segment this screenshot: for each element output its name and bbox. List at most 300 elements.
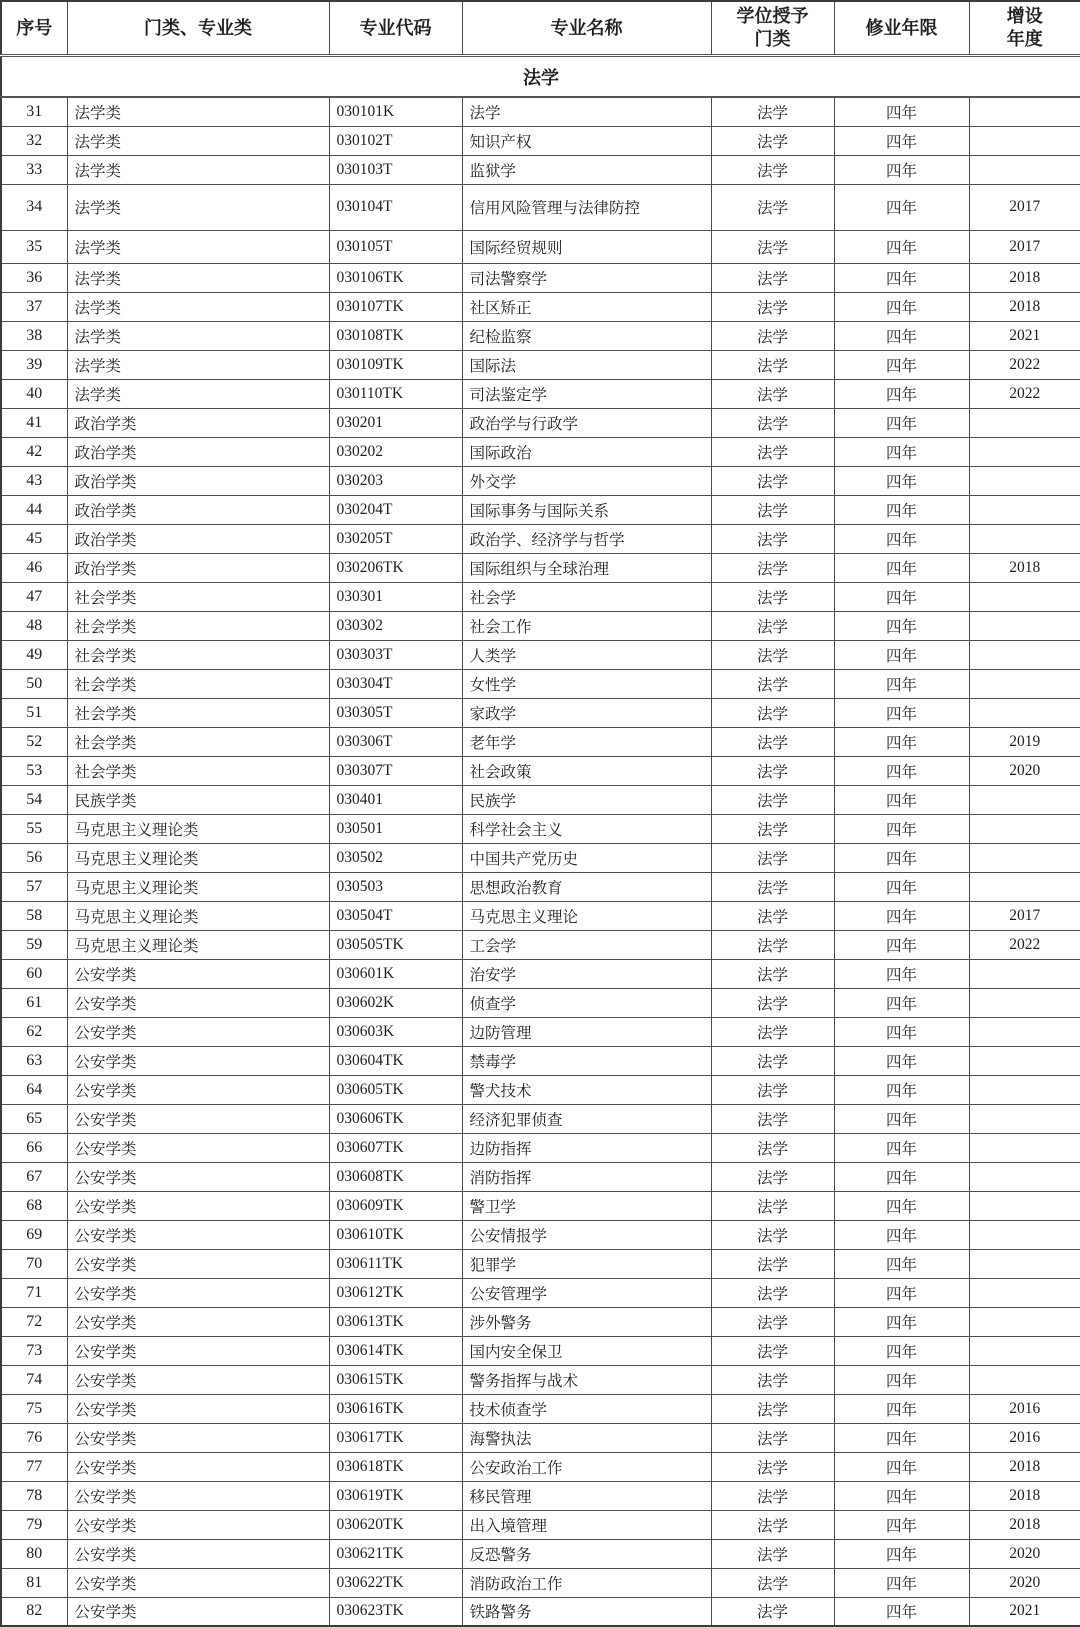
cell-study-years: 四年 (834, 437, 969, 466)
cell-category: 法学类 (67, 292, 329, 321)
cell-year-added (969, 466, 1080, 495)
table-row (1, 1104, 1080, 1133)
cell-no: 55 (1, 814, 67, 843)
cell-year-added: 2017 (969, 230, 1080, 263)
cell-code: 030610TK (329, 1220, 462, 1249)
cell-category: 公安学类 (67, 1307, 329, 1336)
cell-study-years: 四年 (834, 1104, 969, 1133)
cell-category: 民族学类 (67, 785, 329, 814)
cell-name: 法学 (462, 97, 711, 126)
cell-study-years: 四年 (834, 1307, 969, 1336)
cell-year-added (969, 843, 1080, 872)
cell-code: 030302 (329, 611, 462, 640)
cell-degree-category: 法学 (711, 1336, 834, 1365)
cell-no: 70 (1, 1249, 67, 1278)
cell-degree-category: 法学 (711, 1423, 834, 1452)
cell-code: 030306T (329, 727, 462, 756)
cell-year-added (969, 1278, 1080, 1307)
cell-study-years: 四年 (834, 292, 969, 321)
cell-code: 030201 (329, 408, 462, 437)
cell-year-added (969, 1365, 1080, 1394)
cell-code: 030501 (329, 814, 462, 843)
cell-no: 79 (1, 1510, 67, 1539)
cell-category: 公安学类 (67, 1075, 329, 1104)
cell-name: 老年学 (462, 727, 711, 756)
cell-study-years: 四年 (834, 611, 969, 640)
cell-degree-category: 法学 (711, 321, 834, 350)
cell-category: 政治学类 (67, 437, 329, 466)
cell-degree-category: 法学 (711, 1568, 834, 1597)
cell-name: 工会学 (462, 930, 711, 959)
cell-degree-category: 法学 (711, 379, 834, 408)
cell-study-years: 四年 (834, 1597, 969, 1626)
cell-no: 57 (1, 872, 67, 901)
cell-no: 38 (1, 321, 67, 350)
cell-year-added: 2018 (969, 1481, 1080, 1510)
cell-degree-category: 法学 (711, 1104, 834, 1133)
cell-degree-category: 法学 (711, 1075, 834, 1104)
cell-code: 030623TK (329, 1597, 462, 1626)
cell-category: 社会学类 (67, 611, 329, 640)
cell-category: 公安学类 (67, 1568, 329, 1597)
cell-code: 030205T (329, 524, 462, 553)
cell-year-added: 2022 (969, 930, 1080, 959)
cell-year-added (969, 126, 1080, 155)
cell-year-added: 2018 (969, 553, 1080, 582)
cell-year-added: 2019 (969, 727, 1080, 756)
cell-name: 犯罪学 (462, 1249, 711, 1278)
cell-degree-category: 法学 (711, 230, 834, 263)
col-header-category: 门类、专业类 (67, 1, 329, 56)
table-row (1, 1046, 1080, 1075)
cell-code: 030602K (329, 988, 462, 1017)
table-row (1, 553, 1080, 582)
cell-no: 36 (1, 263, 67, 292)
cell-category: 法学类 (67, 230, 329, 263)
cell-degree-category: 法学 (711, 1481, 834, 1510)
cell-degree-category: 法学 (711, 495, 834, 524)
cell-code: 030206TK (329, 553, 462, 582)
cell-name: 社会工作 (462, 611, 711, 640)
cell-study-years: 四年 (834, 379, 969, 408)
cell-name: 知识产权 (462, 126, 711, 155)
cell-name: 反恐警务 (462, 1539, 711, 1568)
cell-no: 80 (1, 1539, 67, 1568)
table-row (1, 437, 1080, 466)
cell-degree-category: 法学 (711, 901, 834, 930)
cell-code: 030604TK (329, 1046, 462, 1075)
cell-degree-category: 法学 (711, 1539, 834, 1568)
table-row (1, 872, 1080, 901)
cell-year-added: 2017 (969, 901, 1080, 930)
cell-name: 边防指挥 (462, 1133, 711, 1162)
table-row (1, 524, 1080, 553)
cell-degree-category: 法学 (711, 1278, 834, 1307)
cell-year-added: 2021 (969, 321, 1080, 350)
cell-category: 社会学类 (67, 640, 329, 669)
cell-year-added (969, 408, 1080, 437)
cell-degree-category: 法学 (711, 814, 834, 843)
cell-degree-category: 法学 (711, 1017, 834, 1046)
cell-no: 60 (1, 959, 67, 988)
col-header-degree-category-label: 学位授予门类 (736, 5, 809, 49)
cell-year-added (969, 1017, 1080, 1046)
cell-category: 公安学类 (67, 1191, 329, 1220)
table-row (1, 230, 1080, 263)
cell-no: 39 (1, 350, 67, 379)
table-row (1, 959, 1080, 988)
cell-study-years: 四年 (834, 1510, 969, 1539)
cell-no: 48 (1, 611, 67, 640)
cell-year-added (969, 988, 1080, 1017)
table-row (1, 1336, 1080, 1365)
cell-no: 37 (1, 292, 67, 321)
cell-year-added: 2018 (969, 1510, 1080, 1539)
cell-name: 消防政治工作 (462, 1568, 711, 1597)
cell-study-years: 四年 (834, 1423, 969, 1452)
cell-study-years: 四年 (834, 1162, 969, 1191)
cell-degree-category: 法学 (711, 872, 834, 901)
cell-name: 民族学 (462, 785, 711, 814)
cell-year-added (969, 1220, 1080, 1249)
cell-category: 公安学类 (67, 988, 329, 1017)
cell-name: 家政学 (462, 698, 711, 727)
cell-name: 国际经贸规则 (462, 230, 711, 263)
cell-degree-category: 法学 (711, 350, 834, 379)
cell-name: 警务指挥与战术 (462, 1365, 711, 1394)
cell-no: 69 (1, 1220, 67, 1249)
cell-name: 边防管理 (462, 1017, 711, 1046)
cell-name: 技术侦查学 (462, 1394, 711, 1423)
cell-study-years: 四年 (834, 1452, 969, 1481)
cell-year-added (969, 959, 1080, 988)
cell-year-added: 2016 (969, 1423, 1080, 1452)
cell-category: 社会学类 (67, 756, 329, 785)
cell-name: 出入境管理 (462, 1510, 711, 1539)
cell-code: 030303T (329, 640, 462, 669)
table-row (1, 1220, 1080, 1249)
cell-study-years: 四年 (834, 669, 969, 698)
table-row (1, 640, 1080, 669)
cell-name: 中国共产党历史 (462, 843, 711, 872)
cell-name: 涉外警务 (462, 1307, 711, 1336)
cell-study-years: 四年 (834, 988, 969, 1017)
cell-no: 43 (1, 466, 67, 495)
cell-degree-category: 法学 (711, 292, 834, 321)
cell-year-added (969, 1075, 1080, 1104)
cell-study-years: 四年 (834, 1481, 969, 1510)
table-row (1, 1162, 1080, 1191)
cell-no: 65 (1, 1104, 67, 1133)
table-row (1, 321, 1080, 350)
cell-category: 政治学类 (67, 524, 329, 553)
cell-study-years: 四年 (834, 959, 969, 988)
cell-study-years: 四年 (834, 230, 969, 263)
cell-no: 78 (1, 1481, 67, 1510)
cell-degree-category: 法学 (711, 1510, 834, 1539)
cell-category: 政治学类 (67, 553, 329, 582)
cell-year-added: 2018 (969, 292, 1080, 321)
cell-no: 44 (1, 495, 67, 524)
col-header-year-added-label: 增设年度 (1006, 5, 1043, 49)
cell-code: 030617TK (329, 1423, 462, 1452)
cell-no: 52 (1, 727, 67, 756)
cell-year-added (969, 1249, 1080, 1278)
cell-year-added (969, 611, 1080, 640)
table-row (1, 1394, 1080, 1423)
cell-code: 030304T (329, 669, 462, 698)
cell-year-added (969, 814, 1080, 843)
cell-category: 社会学类 (67, 669, 329, 698)
cell-year-added (969, 1191, 1080, 1220)
cell-study-years: 四年 (834, 126, 969, 155)
cell-code: 030612TK (329, 1278, 462, 1307)
cell-category: 法学类 (67, 97, 329, 126)
cell-degree-category: 法学 (711, 184, 834, 230)
cell-study-years: 四年 (834, 155, 969, 184)
cell-year-added (969, 1336, 1080, 1365)
cell-no: 73 (1, 1336, 67, 1365)
table-row (1, 1423, 1080, 1452)
cell-degree-category: 法学 (711, 988, 834, 1017)
cell-study-years: 四年 (834, 640, 969, 669)
cell-code: 030621TK (329, 1539, 462, 1568)
cell-degree-category: 法学 (711, 930, 834, 959)
cell-category: 公安学类 (67, 1394, 329, 1423)
cell-category: 社会学类 (67, 727, 329, 756)
cell-name: 社区矫正 (462, 292, 711, 321)
cell-category: 公安学类 (67, 1481, 329, 1510)
cell-code: 030603K (329, 1017, 462, 1046)
cell-no: 33 (1, 155, 67, 184)
cell-code: 030107TK (329, 292, 462, 321)
table-row (1, 97, 1080, 126)
cell-degree-category: 法学 (711, 756, 834, 785)
cell-no: 56 (1, 843, 67, 872)
cell-name: 监狱学 (462, 155, 711, 184)
table-row (1, 930, 1080, 959)
cell-year-added (969, 1162, 1080, 1191)
cell-no: 32 (1, 126, 67, 155)
cell-code: 030622TK (329, 1568, 462, 1597)
cell-degree-category: 法学 (711, 669, 834, 698)
cell-category: 法学类 (67, 321, 329, 350)
cell-category: 公安学类 (67, 1046, 329, 1075)
cell-name: 马克思主义理论 (462, 901, 711, 930)
cell-code: 030601K (329, 959, 462, 988)
cell-year-added (969, 698, 1080, 727)
cell-no: 41 (1, 408, 67, 437)
cell-year-added (969, 1104, 1080, 1133)
table-row (1, 1568, 1080, 1597)
cell-code: 030616TK (329, 1394, 462, 1423)
table-row (1, 843, 1080, 872)
cell-no: 58 (1, 901, 67, 930)
cell-name: 国际组织与全球治理 (462, 553, 711, 582)
cell-no: 72 (1, 1307, 67, 1336)
cell-no: 50 (1, 669, 67, 698)
table-row (1, 698, 1080, 727)
cell-no: 67 (1, 1162, 67, 1191)
cell-study-years: 四年 (834, 408, 969, 437)
cell-study-years: 四年 (834, 553, 969, 582)
cell-year-added: 2016 (969, 1394, 1080, 1423)
cell-name: 警卫学 (462, 1191, 711, 1220)
table-row (1, 350, 1080, 379)
cell-no: 51 (1, 698, 67, 727)
cell-name: 公安管理学 (462, 1278, 711, 1307)
table-row (1, 495, 1080, 524)
table-row (1, 785, 1080, 814)
cell-degree-category: 法学 (711, 97, 834, 126)
cell-category: 公安学类 (67, 1539, 329, 1568)
cell-no: 35 (1, 230, 67, 263)
cell-year-added (969, 1046, 1080, 1075)
cell-code: 030618TK (329, 1452, 462, 1481)
col-header-study-years: 修业年限 (834, 1, 969, 56)
col-header-year-added (969, 1, 1080, 56)
cell-category: 公安学类 (67, 1423, 329, 1452)
table-row (1, 1597, 1080, 1626)
cell-name: 司法鉴定学 (462, 379, 711, 408)
cell-category: 公安学类 (67, 1104, 329, 1133)
cell-degree-category: 法学 (711, 640, 834, 669)
cell-code: 030606TK (329, 1104, 462, 1133)
table-row (1, 184, 1080, 230)
cell-study-years: 四年 (834, 1017, 969, 1046)
cell-year-added (969, 155, 1080, 184)
cell-category: 公安学类 (67, 1452, 329, 1481)
cell-year-added (969, 669, 1080, 698)
cell-year-added (969, 437, 1080, 466)
cell-study-years: 四年 (834, 1568, 969, 1597)
cell-name: 科学社会主义 (462, 814, 711, 843)
cell-year-added (969, 524, 1080, 553)
table-row (1, 1539, 1080, 1568)
table-row (1, 1278, 1080, 1307)
cell-category: 公安学类 (67, 1133, 329, 1162)
cell-degree-category: 法学 (711, 611, 834, 640)
cell-category: 法学类 (67, 126, 329, 155)
cell-no: 45 (1, 524, 67, 553)
cell-study-years: 四年 (834, 901, 969, 930)
table-row (1, 727, 1080, 756)
cell-degree-category: 法学 (711, 1191, 834, 1220)
cell-code: 030110TK (329, 379, 462, 408)
cell-no: 54 (1, 785, 67, 814)
cell-code: 030202 (329, 437, 462, 466)
cell-category: 法学类 (67, 184, 329, 230)
cell-code: 030102T (329, 126, 462, 155)
cell-study-years: 四年 (834, 1249, 969, 1278)
cell-code: 030505TK (329, 930, 462, 959)
table-row (1, 408, 1080, 437)
cell-study-years: 四年 (834, 1075, 969, 1104)
cell-category: 政治学类 (67, 495, 329, 524)
cell-name: 政治学、经济学与哲学 (462, 524, 711, 553)
cell-code: 030503 (329, 872, 462, 901)
table-row (1, 292, 1080, 321)
cell-category: 政治学类 (67, 408, 329, 437)
cell-study-years: 四年 (834, 1336, 969, 1365)
cell-category: 公安学类 (67, 1597, 329, 1626)
cell-category: 马克思主义理论类 (67, 930, 329, 959)
cell-study-years: 四年 (834, 582, 969, 611)
cell-degree-category: 法学 (711, 1307, 834, 1336)
cell-year-added (969, 97, 1080, 126)
cell-study-years: 四年 (834, 184, 969, 230)
cell-year-added (969, 495, 1080, 524)
cell-year-added (969, 785, 1080, 814)
cell-study-years: 四年 (834, 1278, 969, 1307)
cell-year-added: 2018 (969, 1452, 1080, 1481)
table-row (1, 1307, 1080, 1336)
cell-no: 82 (1, 1597, 67, 1626)
cell-code: 030615TK (329, 1365, 462, 1394)
cell-code: 030620TK (329, 1510, 462, 1539)
cell-no: 74 (1, 1365, 67, 1394)
cell-year-added: 2021 (969, 1597, 1080, 1626)
cell-name: 警犬技术 (462, 1075, 711, 1104)
cell-code: 030305T (329, 698, 462, 727)
cell-category: 公安学类 (67, 959, 329, 988)
cell-study-years: 四年 (834, 727, 969, 756)
cell-name: 公安政治工作 (462, 1452, 711, 1481)
cell-year-added (969, 640, 1080, 669)
cell-study-years: 四年 (834, 785, 969, 814)
cell-no: 53 (1, 756, 67, 785)
cell-no: 49 (1, 640, 67, 669)
col-header-no: 序号 (1, 1, 67, 56)
cell-degree-category: 法学 (711, 126, 834, 155)
table-row (1, 1191, 1080, 1220)
cell-category: 法学类 (67, 155, 329, 184)
table-row (1, 1017, 1080, 1046)
col-header-name: 专业名称 (462, 1, 711, 56)
cell-name: 人类学 (462, 640, 711, 669)
cell-code: 030619TK (329, 1481, 462, 1510)
cell-code: 030109TK (329, 350, 462, 379)
table-row (1, 263, 1080, 292)
cell-study-years: 四年 (834, 698, 969, 727)
cell-study-years: 四年 (834, 1365, 969, 1394)
table-row (1, 814, 1080, 843)
cell-degree-category: 法学 (711, 1394, 834, 1423)
cell-year-added: 2020 (969, 1568, 1080, 1597)
cell-degree-category: 法学 (711, 1220, 834, 1249)
cell-category: 马克思主义理论类 (67, 872, 329, 901)
cell-code: 030608TK (329, 1162, 462, 1191)
cell-study-years: 四年 (834, 1220, 969, 1249)
cell-study-years: 四年 (834, 1046, 969, 1075)
table-row (1, 611, 1080, 640)
cell-no: 34 (1, 184, 67, 230)
cell-study-years: 四年 (834, 1133, 969, 1162)
cell-study-years: 四年 (834, 350, 969, 379)
cell-no: 77 (1, 1452, 67, 1481)
cell-no: 42 (1, 437, 67, 466)
cell-degree-category: 法学 (711, 524, 834, 553)
cell-study-years: 四年 (834, 466, 969, 495)
cell-code: 030607TK (329, 1133, 462, 1162)
col-header-degree-category (711, 1, 834, 56)
cell-code: 030104T (329, 184, 462, 230)
cell-code: 030614TK (329, 1336, 462, 1365)
cell-degree-category: 法学 (711, 553, 834, 582)
cell-category: 公安学类 (67, 1365, 329, 1394)
cell-category: 法学类 (67, 263, 329, 292)
cell-study-years: 四年 (834, 814, 969, 843)
